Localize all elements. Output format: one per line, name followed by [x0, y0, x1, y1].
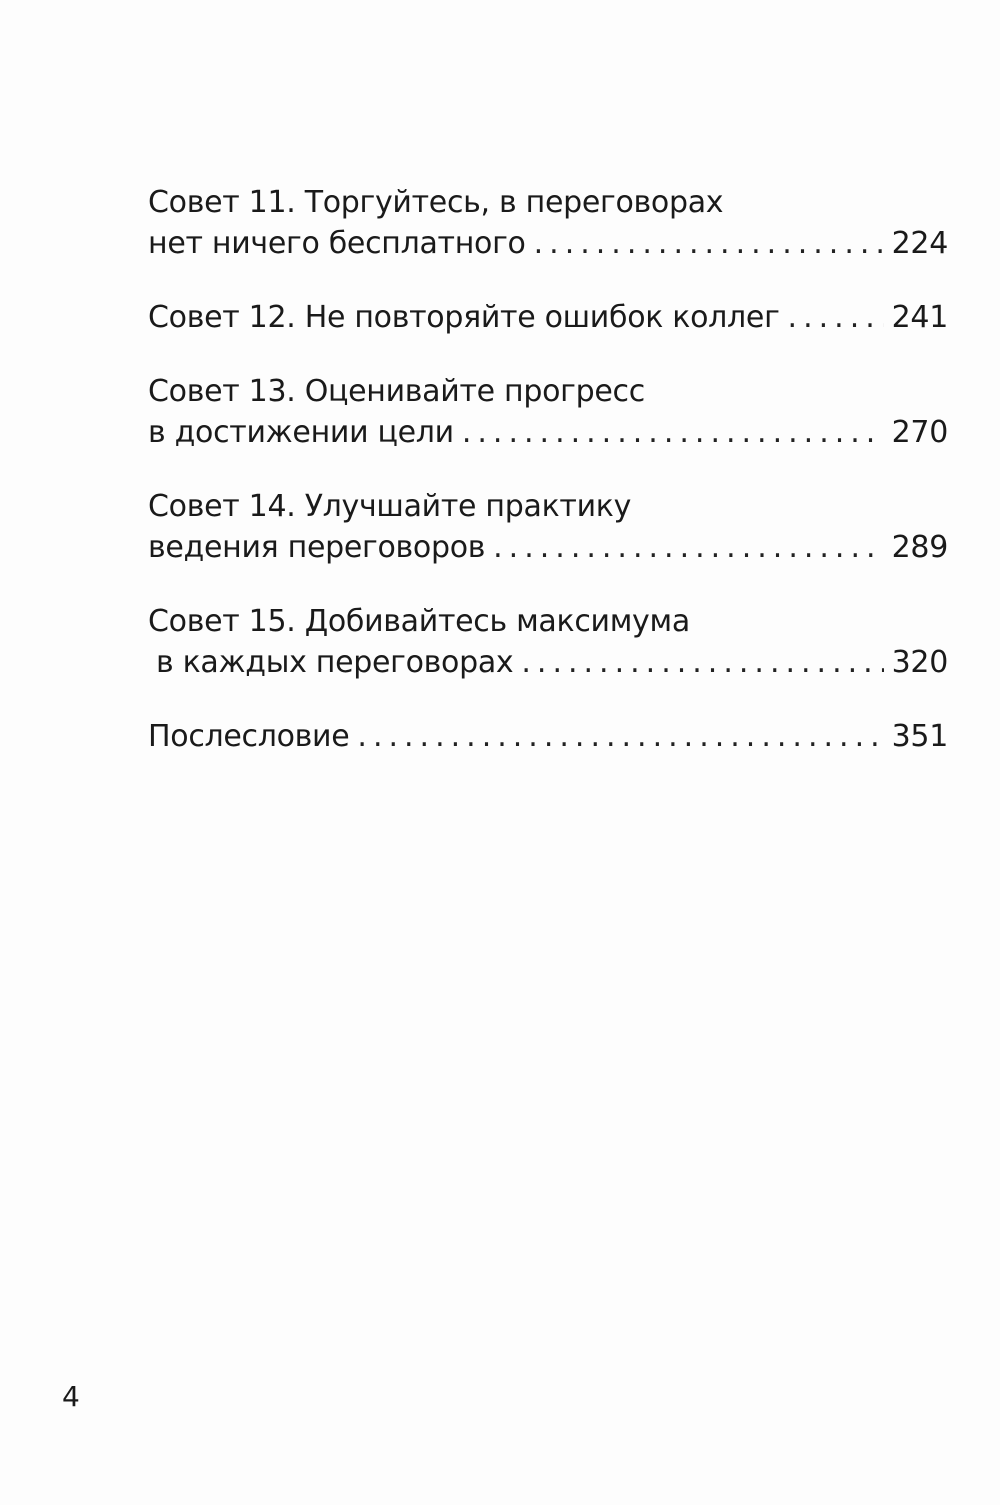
toc-entry-title: Совет 12. Не повторяйте ошибок коллег — [148, 300, 780, 335]
dot-leader — [357, 716, 883, 757]
toc-entry-title: Совет 14. Улучшайте практику — [148, 489, 632, 524]
toc-entry-title: Совет 11. Торгуйтесь, в переговорах — [148, 185, 724, 220]
dot-leader — [493, 527, 883, 568]
toc-entry-sovet-13[interactable] — [148, 371, 948, 453]
toc-entry-sovet-14[interactable] — [148, 486, 948, 568]
toc-entry-sovet-11[interactable] — [148, 182, 948, 264]
toc-entry-title-line — [148, 371, 948, 412]
toc-entry-last-line — [148, 223, 948, 264]
toc-entry-title: ведения переговоров — [148, 530, 486, 565]
toc-page-number: 241 — [891, 300, 948, 335]
dot-leader — [462, 412, 884, 453]
toc-entry-title: Совет 13. Оценивайте прогресс — [148, 374, 645, 409]
toc-entry-title: нет ничего бесплатного — [148, 226, 526, 261]
toc-entry-last-line — [148, 716, 948, 757]
dot-leader — [788, 297, 884, 338]
toc-entry-sovet-12[interactable] — [148, 297, 948, 338]
toc-entry-last-line — [148, 412, 948, 453]
toc-page-number: 224 — [891, 226, 948, 261]
toc-entry-last-line — [148, 297, 948, 338]
toc-page-number: 270 — [891, 415, 948, 450]
toc-entry-title: в каждых переговорах — [156, 645, 514, 680]
table-of-contents — [148, 182, 948, 790]
toc-entry-title: Послесловие — [148, 719, 350, 754]
toc-entry-afterword[interactable] — [148, 716, 948, 757]
toc-entry-title-line — [148, 486, 948, 527]
toc-page-number: 351 — [891, 719, 948, 754]
toc-entry-last-line — [148, 527, 948, 568]
toc-entry-sovet-15[interactable] — [148, 601, 948, 683]
toc-entry-title: в достижении цели — [148, 415, 454, 450]
dot-leader — [521, 642, 883, 683]
toc-page-number: 320 — [891, 645, 948, 680]
toc-entry-title-line — [148, 182, 948, 223]
toc-entry-last-line — [148, 642, 948, 683]
toc-entry-title-line — [148, 601, 948, 642]
dot-leader — [534, 223, 884, 264]
page-number: 4 — [62, 1380, 80, 1413]
toc-entry-title: Совет 15. Добивайтесь максимума — [148, 604, 690, 639]
toc-page-number: 289 — [891, 530, 948, 565]
